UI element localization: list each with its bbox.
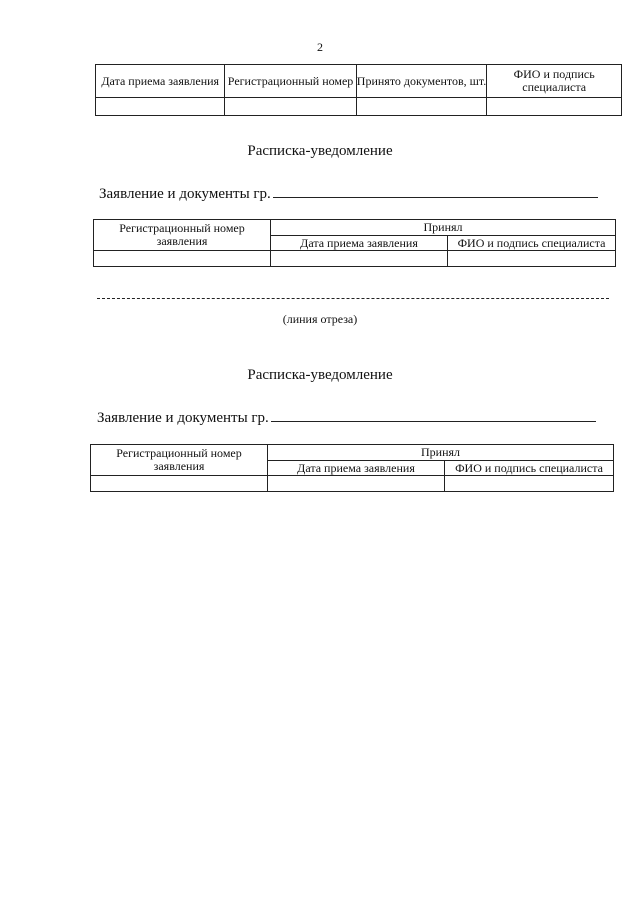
header-specialist: ФИО и подпись специалиста	[487, 65, 622, 98]
receipt-table-1	[93, 219, 616, 267]
name-line[interactable]	[271, 407, 596, 422]
header-docs-count: Принято документов, шт.	[356, 65, 487, 98]
receipt-statement-1	[99, 183, 598, 203]
cell-empty[interactable]	[96, 98, 225, 116]
header-regno: Регистрационный номер заявления	[94, 220, 271, 251]
header-regno: Регистрационный номер заявления	[91, 445, 268, 476]
name-line[interactable]	[273, 183, 598, 198]
statement-text: Заявление и документы гр.	[97, 410, 269, 426]
cut-line-label: (линия отреза)	[282, 312, 358, 326]
receipt-title-2: Расписка-уведомление	[247, 367, 393, 383]
header-date: Дата приема заявления	[96, 65, 225, 98]
header-date: Дата приема заявления	[268, 461, 445, 476]
header-date: Дата приема заявления	[271, 236, 448, 251]
header-reg-number: Регистрационный номер	[225, 65, 356, 98]
cell-empty[interactable]	[271, 251, 448, 267]
cell-empty[interactable]	[268, 476, 445, 492]
header-accepted: Принял	[268, 445, 614, 461]
header-specialist: ФИО и подпись специалиста	[445, 461, 614, 476]
receipt-title-1: Расписка-уведомление	[247, 143, 393, 159]
cell-empty[interactable]	[94, 251, 271, 267]
cell-empty[interactable]	[225, 98, 356, 116]
cell-empty[interactable]	[356, 98, 487, 116]
header-accepted: Принял	[271, 220, 616, 236]
cell-empty[interactable]	[487, 98, 622, 116]
cell-empty[interactable]	[448, 251, 616, 267]
cell-empty[interactable]	[445, 476, 614, 492]
cut-line	[97, 298, 609, 299]
top-registration-table	[95, 64, 622, 116]
header-specialist: ФИО и подпись специалиста	[448, 236, 616, 251]
cell-empty[interactable]	[91, 476, 268, 492]
statement-text: Заявление и документы гр.	[99, 186, 271, 202]
receipt-statement-2	[97, 407, 596, 427]
page-number: 2	[317, 40, 323, 54]
receipt-table-2	[90, 444, 614, 492]
